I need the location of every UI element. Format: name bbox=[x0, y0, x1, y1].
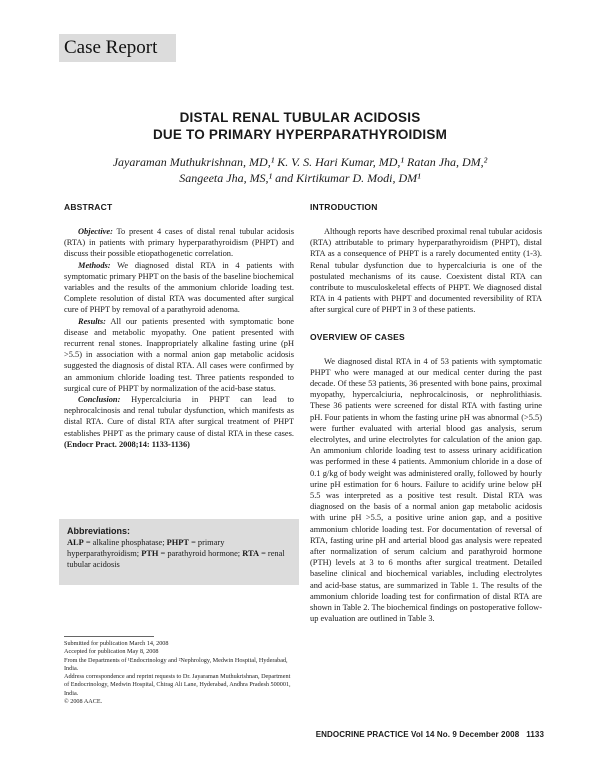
abbreviations-heading: Abbreviations: bbox=[67, 526, 131, 536]
page-number: 1133 bbox=[526, 730, 544, 739]
abbr-rta-def: = renal tubular acidosis bbox=[67, 549, 285, 569]
body-column bbox=[310, 202, 542, 625]
journal-info: ENDOCRINE PRACTICE Vol 14 No. 9 December 2008 bbox=[315, 730, 520, 739]
objective-label: Objective: bbox=[78, 227, 113, 236]
objective-text: To present 4 cases of distal renal tubular acidosis (RTA) in patients with primary hyperparathyroidism (PHPT) and discuss their possible etiopathogenetic correlation. bbox=[64, 227, 294, 259]
footnote-address: Address correspondence and reprint requests to Dr. Jayaraman Muthukrishnan, Department of Endocrinology, Medwin Hospital, Chirag Ali Lane, Hyderabad, Andhra Pradesh 500001, India. bbox=[64, 673, 291, 697]
methods-label: Methods: bbox=[78, 260, 111, 270]
overview-text: We diagnosed distal RTA in 4 of 53 patients with symptomatic PHPT who were managed at our medical center during the past decade. Of these 53 patients, 36 presented with bone pains, proximal myopathy, hypercalciuria, nephrocalcinosis, or nephrolithiasis. These 36 patients were screened for distal RTA with fasting urine pH. Four patients in whom the fasting urine pH was abnormal (>5.5) were further evaluated with arterial blood gas analysis, serum electrolytes, and urine electrolytes for calculation of the anion gap. An ammonium chloride loading test to assess urinary acidification was performed in these 4 patients. Ammonium chloride in a dose of 0.1 g/kg of body weight was administered orally, followed by hourly urine pH estimation for 6 hours. Failure to acidify urine below pH 5.5 was interpreted as a positive test result. Distal RTA was diagnosed on the basis of a normal anion gap metabolic acidosis with urine pH >5.5, a positive urine anion gap, and a positive ammonium chloride loading test. For documentation of reversal of RTA, fasting urine pH and arterial blood gas analysis were repeated after normalization of serum calcium and parathyroid hormone (PTH) levels at 3 to 6 months after surgical treatment. Detailed baseline clinical and biochemical variables, including electrolytes and acid-base status, are summarized in Table 1. The results of the ammonium chloride loading test for confirmation of distal RTA are shown in Table 2. The biochemical findings on postoperative follow-up evaluation are outlined in Table 3. bbox=[310, 356, 542, 624]
abbr-pth: PTH bbox=[141, 549, 159, 558]
abstract-heading: ABSTRACT bbox=[64, 202, 113, 212]
section-label: Case Report bbox=[59, 34, 176, 62]
authors-line-2: Sangeeta Jha, MS,¹ and Kirtikumar D. Modi, DM¹ bbox=[179, 171, 421, 185]
article-title-line-1: DISTAL RENAL TUBULAR ACIDOSIS bbox=[179, 110, 421, 125]
abstract-conclusion bbox=[64, 394, 294, 450]
abbr-pth-def: = parathyroid hormone; bbox=[158, 549, 243, 558]
abbreviations-box bbox=[59, 519, 299, 585]
abstract-column bbox=[64, 202, 294, 450]
abbr-rta: RTA bbox=[242, 549, 259, 558]
footnote-copyright: © 2008 AACE. bbox=[64, 698, 103, 706]
abbreviations-text bbox=[67, 537, 291, 570]
introduction-heading: INTRODUCTION bbox=[310, 202, 378, 212]
conclusion-text: Hypercalciuria in PHPT can lead to nephrocalcinosis and renal tubular dysfunction, which manifests as distal RTA. Cure of distal RTA after surgical treatment of PHPT establishes PHPT as the primary cause of distal RTA in these cases. bbox=[64, 395, 294, 438]
page-footer bbox=[304, 730, 544, 739]
footnote-affiliation: From the Departments of ¹Endocrinology and ²Nephrology, Medwin Hospital, Hyderabad, India. bbox=[64, 656, 288, 672]
overview-heading: OVERVIEW OF CASES bbox=[310, 331, 405, 342]
results-label: Results: bbox=[78, 316, 106, 326]
abbr-phpt: PHPT bbox=[166, 538, 189, 547]
article-title-line-2: DUE TO PRIMARY HYPERPARATHYROIDISM bbox=[152, 127, 448, 142]
abbr-phpt-def: = primary hyperparathyroidism; bbox=[67, 538, 225, 558]
methods-text: We diagnosed distal RTA in 4 patients with symptomatic primary PHPT on the basis of the baseline biochemical variables and the results of the ammonium chloride loading test. Complete resolution of distal RTA was documented after surgical cure of PHPT by removal of a parathyroid adenoma. bbox=[64, 260, 294, 315]
introduction-text: Although reports have described proximal renal tubular acidosis (RTA) attributable to primary hyperparathyroidism (PHPT), distal RTA as a consequence of PHPT is a rarely documented entity (1-3). Renal tubular dysfunction due to hypercalciuria is one of the postulated mechanisms of its cause. Coexistent distal RTA can contribute to musculoskeletal effects of PHPT. We diagnosed distal RTA in 4 patients with PHPT and documented reversibility of RTA after surgical cure of PHPT in 3 of these patients. bbox=[310, 227, 542, 315]
footnote-submitted: Submitted for publication March 14, 2008 bbox=[64, 640, 169, 647]
footnote-accepted: Accepted for publication May 8, 2008 bbox=[64, 648, 159, 656]
conclusion-label: Conclusion: bbox=[78, 395, 121, 405]
abstract-results bbox=[64, 316, 294, 394]
citation: (Endocr Pract. 2008;14: 1133-1136) bbox=[64, 439, 190, 449]
footnotes bbox=[64, 640, 294, 706]
footnote-divider bbox=[64, 636, 154, 637]
results-text: All our patients presented with symptomatic bone disease and metabolic myopathy. One patient presented with recurrent renal stones. Inappropriately alkaline fasting urine (pH >5.5) in association with a normal anion gap metabolic acidosis suggested the diagnosis of distal RTA. All cases were confirmed by an ammonium chloride loading test. Three patients responded to surgical cure of PHPT by normalization of the acid-base status. bbox=[64, 316, 294, 393]
authors-line-1: Jayaraman Muthukrishnan, MD,¹ K. V. S. Hari Kumar, MD,¹ Ratan Jha, DM,² bbox=[112, 155, 488, 169]
abstract-objective bbox=[64, 226, 294, 260]
abstract-methods bbox=[64, 260, 294, 316]
abbr-alp-def: = alkaline phosphatase; bbox=[83, 538, 167, 547]
abbr-alp: ALP bbox=[67, 538, 84, 547]
